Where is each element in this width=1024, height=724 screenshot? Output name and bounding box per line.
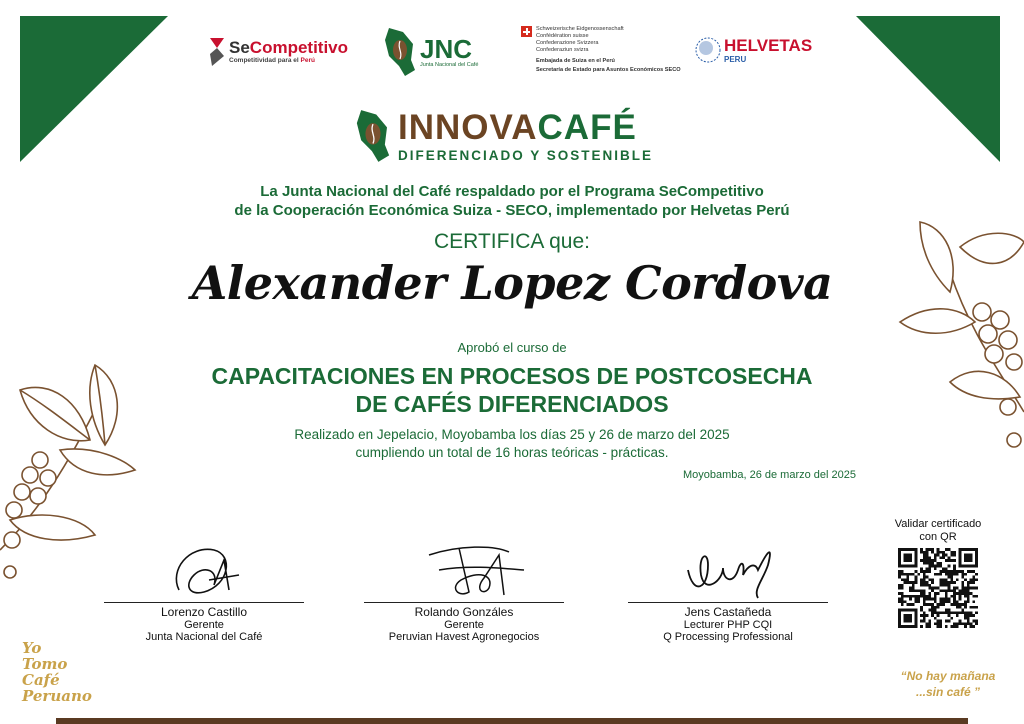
innovacafe-peru-map-icon	[354, 108, 392, 164]
partner-logos	[0, 26, 1024, 86]
signer-name-2: Rolando Gonzáles	[414, 605, 514, 619]
signature-line-1	[104, 602, 304, 603]
footer-left-line-1: Yo Tomo	[22, 639, 68, 673]
swiss-line-5: Embajada de Suiza en el Perú	[536, 58, 615, 64]
brand-innova: INNOVA	[398, 107, 538, 147]
slogan-line-2: ...sin café ”	[915, 685, 981, 699]
helvetas-name: HELVETAS	[724, 35, 813, 55]
swiss-line-2: Confédération suisse	[536, 33, 589, 39]
swiss-flag-icon	[521, 26, 532, 37]
slogan-line-1: “No hay mañana	[900, 669, 996, 683]
signer-role1-3: Lecturer PHP CQI	[683, 619, 773, 631]
swiss-line-4: Confederaziun svizra	[536, 47, 589, 53]
jnc-logo	[383, 26, 478, 78]
course-title	[0, 362, 1024, 418]
recipient-name: Alexander Lopez Cordova	[191, 256, 833, 310]
signature-2-icon	[399, 540, 529, 600]
brand-cafe: CAFÉ	[537, 107, 637, 147]
signature-block-1	[104, 540, 304, 643]
secompetitivo-mark-icon	[208, 34, 226, 68]
signer-role1-1: Gerente	[184, 619, 224, 631]
signer-role1-2: Gerente	[444, 619, 484, 631]
secompetitivo-name-prefix: Se	[229, 37, 250, 57]
swiss-line-6: Secretaría de Estado para Asuntos Económicos SECO	[536, 67, 681, 73]
globe-icon	[694, 36, 722, 64]
slogan	[898, 668, 998, 700]
signer-name-1: Lorenzo Castillo	[160, 605, 248, 619]
intro-text	[0, 182, 1024, 220]
intro-line-2: de la Cooperación Económica Suiza - SECO, implementado por Helvetas Perú	[234, 202, 790, 219]
secompetitivo-tagline: Competitividad para el	[229, 56, 299, 64]
innovacafe-logo	[354, 108, 653, 164]
aprobo-text: Aprobó el curso de	[457, 340, 567, 355]
signature-block-3	[628, 540, 828, 643]
bottom-bar	[56, 718, 968, 724]
peru-map-icon	[383, 26, 417, 78]
signature-block-2	[364, 540, 564, 643]
intro-line-1: La Junta Nacional del Café respaldado por el Programa SeCompetitivo	[260, 183, 764, 200]
details-line-1: Realizado en Jepelacio, Moyobamba los días 25 y 26 de marzo del 2025	[294, 427, 730, 442]
signature-line-2	[364, 602, 564, 603]
helvetas-subtitle: PERU	[724, 54, 747, 64]
qr-label	[888, 518, 988, 544]
swiss-line-3: Confederazione Svizzera	[536, 40, 599, 46]
signer-name-3: Jens Castañeda	[684, 605, 772, 619]
secompetitivo-tagline-highlight: Perú	[300, 56, 315, 64]
helvetas-logo	[694, 36, 812, 64]
signer-role2-1: Junta Nacional del Café	[145, 631, 263, 643]
secompetitivo-logo	[208, 34, 348, 68]
qr-label-line-1: Validar certificado	[894, 518, 982, 530]
swiss-line-1: Schweizerische Eidgenossenschaft	[536, 26, 624, 32]
signer-role2-3: Q Processing Professional	[663, 631, 793, 643]
course-line-1: CAPACITACIONES EN PROCESOS DE POSTCOSECHA	[211, 363, 813, 389]
certifica-heading: CERTIFICA que:	[433, 230, 590, 253]
secompetitivo-name-suffix: Competitivo	[249, 37, 349, 57]
details-line-2: cumpliendo un total de 16 horas teóricas - prácticas.	[355, 445, 669, 460]
jnc-subtitle: Junta Nacional del Café	[420, 62, 479, 68]
footer-left-line-2: Café	[22, 671, 60, 689]
course-line-2: DE CAFÉS DIFERENCIADOS	[355, 391, 669, 417]
signature-line-3	[628, 602, 828, 603]
brand-tagline: DIFERENCIADO Y SOSTENIBLE	[398, 147, 654, 163]
signature-1-icon	[159, 540, 249, 600]
qr-code-icon[interactable]	[898, 548, 978, 628]
qr-modules	[898, 548, 978, 628]
signer-role2-2: Peruvian Havest Agronegocios	[388, 631, 540, 643]
swiss-embassy-logo	[521, 26, 681, 74]
signature-3-icon	[673, 540, 783, 600]
qr-label-line-2: con QR	[919, 531, 957, 543]
footer-left-line-3: Peruano	[22, 687, 92, 705]
course-details	[0, 426, 1024, 462]
yo-tomo-cafe-peruano-logo	[22, 639, 92, 705]
jnc-name: JNC	[420, 34, 473, 64]
issue-date: Moyobamba, 26 de marzo del 2025	[682, 469, 856, 481]
